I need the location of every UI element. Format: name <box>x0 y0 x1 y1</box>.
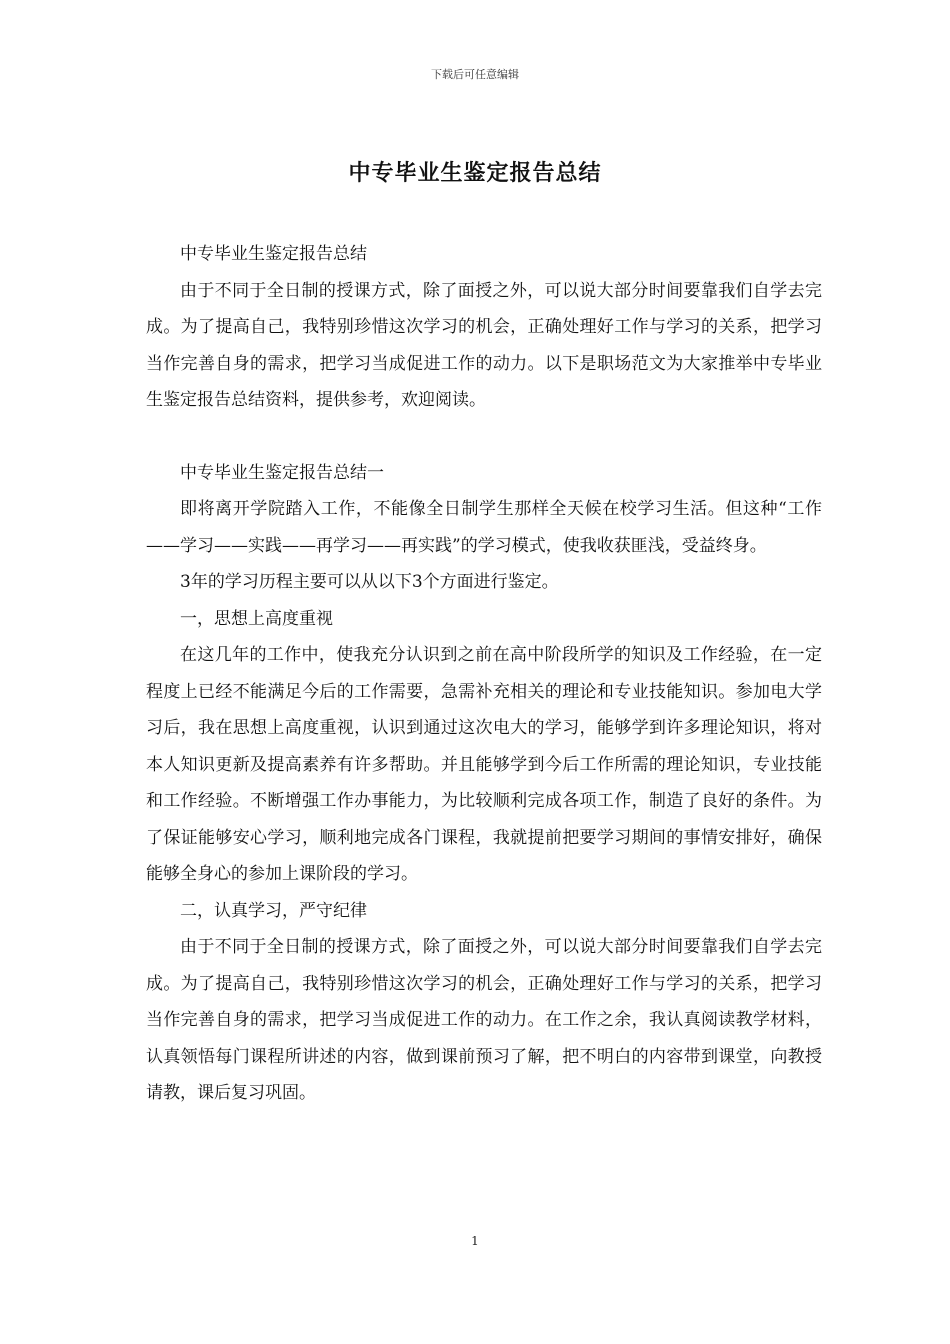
document-title: 中专毕业生鉴定报告总结 <box>348 160 602 186</box>
section-heading-one: 中专毕业生鉴定报告总结一 <box>180 462 384 483</box>
paragraph-thinking: 在这几年的工作中，使我充分认识到之前在高中阶段所学的知识及工作经验，在一定程度上已经不能满足今后的工作需要，急需补充相关的理论和专业技能知识。参加电大学习后，我在思想上高度重视，认识到通过这次电大的学习，能够学到许多理论知识，将对本人知识更新及提高素养有许多帮助。并且能够学到今后工作所需的理论知识，专业技能和工作经验。不断增强工作办事能力，为比较顺利完成各项工作，制造了良好的条件。为了保证能够安心学习，顺利地完成各门课程，我就提前把要学习期间的事情安排好，确保能够全身心的参加上课阶段的学习。 <box>146 645 822 884</box>
page-number: 1 <box>471 1234 479 1248</box>
paragraph-study-discipline: 由于不同于全日制的授课方式，除了面授之外，可以说大部分时间要靠我们自学去完成。为了提高自己，我特别珍惜这次学习的机会，正确处理好工作与学习的关系，把学习当作完善自身的需求，把学习当成促进工作的动力。在工作之余，我认真阅读教学材料，认真领悟每门课程所讲述的内容，做到课前预习了解，把不明白的内容带到课堂，向教授请教，课后复习巩固。 <box>146 937 822 1103</box>
paragraph-subtitle: 中专毕业生鉴定报告总结 <box>180 244 367 264</box>
paragraph-gap <box>146 419 822 455</box>
paragraph-intro: 由于不同于全日制的授课方式，除了面授之外，可以说大部分时间要靠我们自学去完成。为了提高自己，我特别珍惜这次学习的机会，正确处理好工作与学习的关系，把学习当作完善自身的需求，把学习当成促进工作的动力。以下是职场范文为大家推举中专毕业生鉴定报告总结资料，提供参考，欢迎阅读。 <box>146 280 822 410</box>
document-body <box>146 236 822 1112</box>
subheading-thinking: 一，思想上高度重视 <box>180 608 333 629</box>
page-header: 下载后可任意编辑 <box>431 68 519 81</box>
paragraph-leaving-school: 即将离开学院踏入工作，不能像全日制学生那样全天候在校学习生活。但这种“工作——学习——实践——再学习——再实践”的学习模式，使我收获匪浅，受益终身。 <box>146 499 822 556</box>
paragraph-three-aspects: 3年的学习历程主要可以从以下3个方面进行鉴定。 <box>180 572 559 592</box>
subheading-study-discipline: 二，认真学习，严守纪律 <box>180 900 367 921</box>
